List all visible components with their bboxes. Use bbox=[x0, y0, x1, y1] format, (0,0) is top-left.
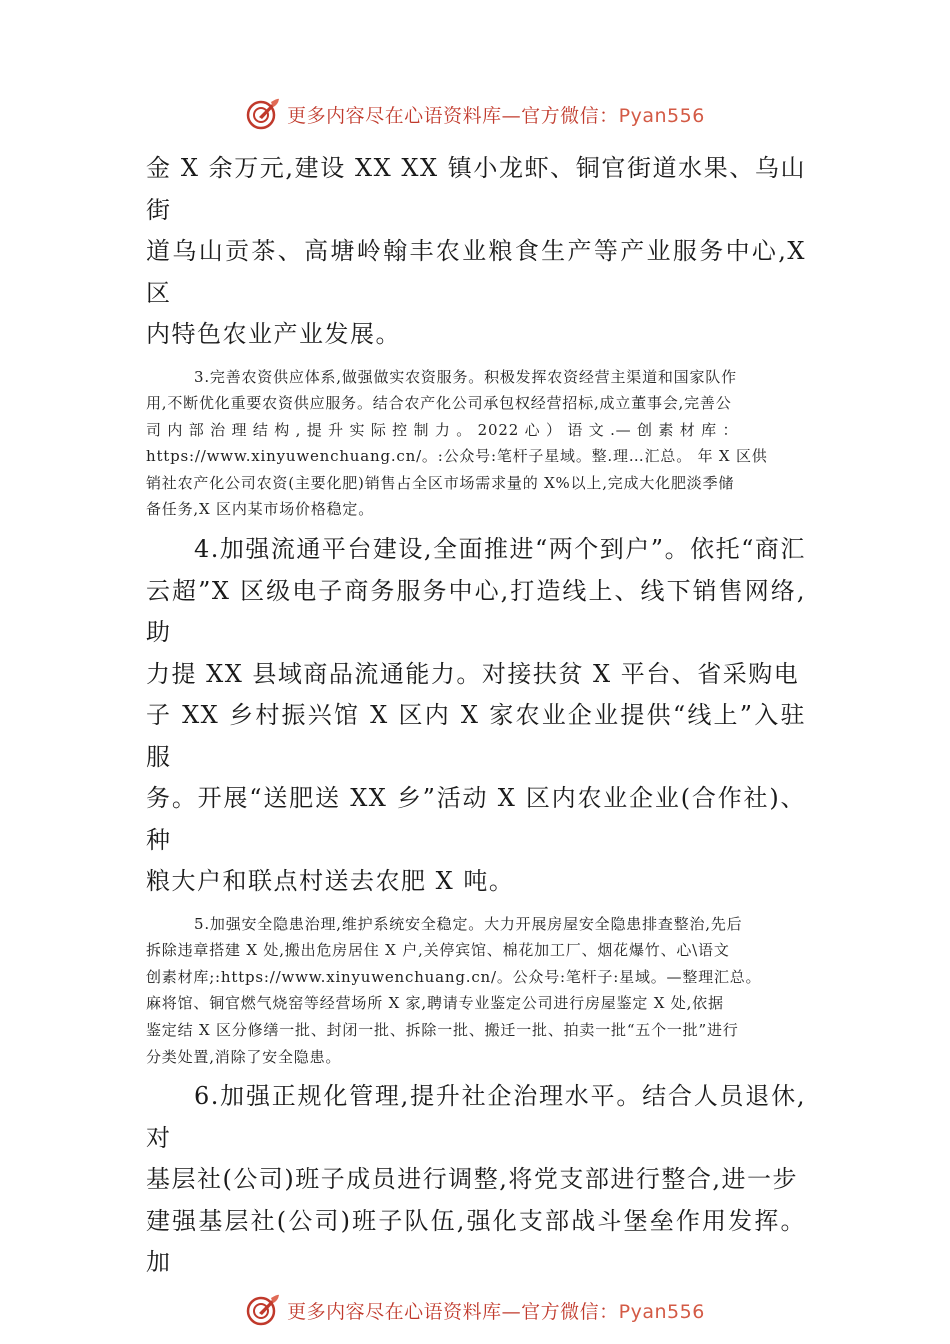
paragraph-3 bbox=[146, 529, 806, 903]
quill-logo-icon bbox=[245, 1292, 281, 1328]
text-line: 金 X 余万元,建设 XX XX 镇小龙虾、铜官街道水果、乌山街 bbox=[146, 154, 806, 224]
banner-text bbox=[287, 1297, 705, 1324]
text-line: 内特色农业产业发展。 bbox=[146, 320, 401, 348]
paragraph-5 bbox=[146, 1076, 806, 1284]
text-line: 5.加强安全隐患治理,维护系统安全稳定。大力开展房屋安全隐患排查整治,先后 bbox=[194, 914, 743, 933]
text-line: 拆除违章搭建 X 处,搬出危房居住 X 户,关停宾馆、棉花加工厂、烟花爆竹、心\语文 bbox=[146, 941, 730, 960]
banner-label: 更多内容尽在心语资料库—官方微信： bbox=[287, 104, 619, 127]
banner-text bbox=[287, 101, 705, 128]
text-line: 6.加强正规化管理,提升社企治理水平。结合人员退休,对 bbox=[146, 1082, 806, 1152]
banner-wechat-handle: Pyan556 bbox=[618, 1300, 705, 1323]
header-watermark-banner bbox=[0, 94, 950, 134]
text-line: 用,不断优化重要农资供应服务。结合农产化公司承包权经营招标,成立董事会,完善公 bbox=[146, 394, 732, 413]
text-line: 备任务,X 区内某市场价格稳定。 bbox=[146, 500, 375, 519]
text-line: 销社农产化公司农资(主要化肥)销售占全区市场需求量的 X%以上,完成大化肥淡季储 bbox=[146, 473, 735, 492]
paragraph-4 bbox=[146, 911, 806, 1071]
text-line: 3.完善农资供应体系,做强做实农资服务。积极发挥农资经营主渠道和国家队作 bbox=[194, 367, 737, 386]
text-line: 粮大户和联点村送去农肥 X 吨。 bbox=[146, 867, 515, 896]
text-line: 务。开展“送肥送 XX 乡”活动 X 区内农业企业(合作社)、种 bbox=[146, 784, 806, 854]
text-line: 创素材库;:https://www.xinyuwenchuang.cn/。公众号:笔杆子:星域。—整理汇总。 bbox=[146, 967, 762, 986]
text-line: 子 XX 乡村振兴馆 X 区内 X 家农业企业提供“线上”入驻服 bbox=[146, 701, 806, 771]
paragraph-1 bbox=[146, 148, 806, 356]
text-line: 力提 XX 县域商品流通能力。对接扶贫 X 平台、省采购电 bbox=[146, 659, 800, 688]
text-line: 4.加强流通平台建设,全面推进“两个到户”。依托“商汇 bbox=[194, 535, 806, 564]
text-line: https://www.xinyuwenchuang.cn/。:公众号:笔杆子星域。整.理…汇总。 年 X 区供 bbox=[146, 447, 768, 466]
footer-watermark-banner bbox=[0, 1290, 950, 1330]
quill-logo-icon bbox=[245, 96, 281, 132]
text-line: 建强基层社(公司)班子队伍,强化支部战斗堡垒作用发挥。加 bbox=[146, 1206, 806, 1277]
banner-label: 更多内容尽在心语资料库—官方微信： bbox=[287, 1300, 619, 1323]
document-body bbox=[146, 148, 806, 1284]
paragraph-2 bbox=[146, 364, 806, 524]
text-line: 基层社(公司)班子成员进行调整,将党支部进行整合,进一步 bbox=[146, 1165, 798, 1194]
text-line: 道乌山贡茶、高塘岭翰丰农业粮食生产等产业服务中心,X 区 bbox=[146, 237, 806, 307]
text-line: 麻将馆、铜官燃气烧窑等经营场所 X 家,聘请专业鉴定公司进行房屋鉴定 X 处,依据 bbox=[146, 994, 724, 1013]
text-line: 云超”X 区级电子商务服务中心,打造线上、线下销售网络,助 bbox=[146, 576, 806, 647]
text-line: 分类处置,消除了安全隐患。 bbox=[146, 1047, 342, 1066]
text-line: 司 内 部 治 理 结 构 , 提 升 实 际 控 制 力 。 2022 心 ） 语 文 .— 创 素 材 库 ： bbox=[146, 420, 739, 439]
text-line: 鉴定结 X 区分修缮一批、封闭一批、拆除一批、搬迁一批、拍卖一批“五个一批”进行 bbox=[146, 1020, 739, 1039]
banner-wechat-handle: Pyan556 bbox=[618, 104, 705, 127]
